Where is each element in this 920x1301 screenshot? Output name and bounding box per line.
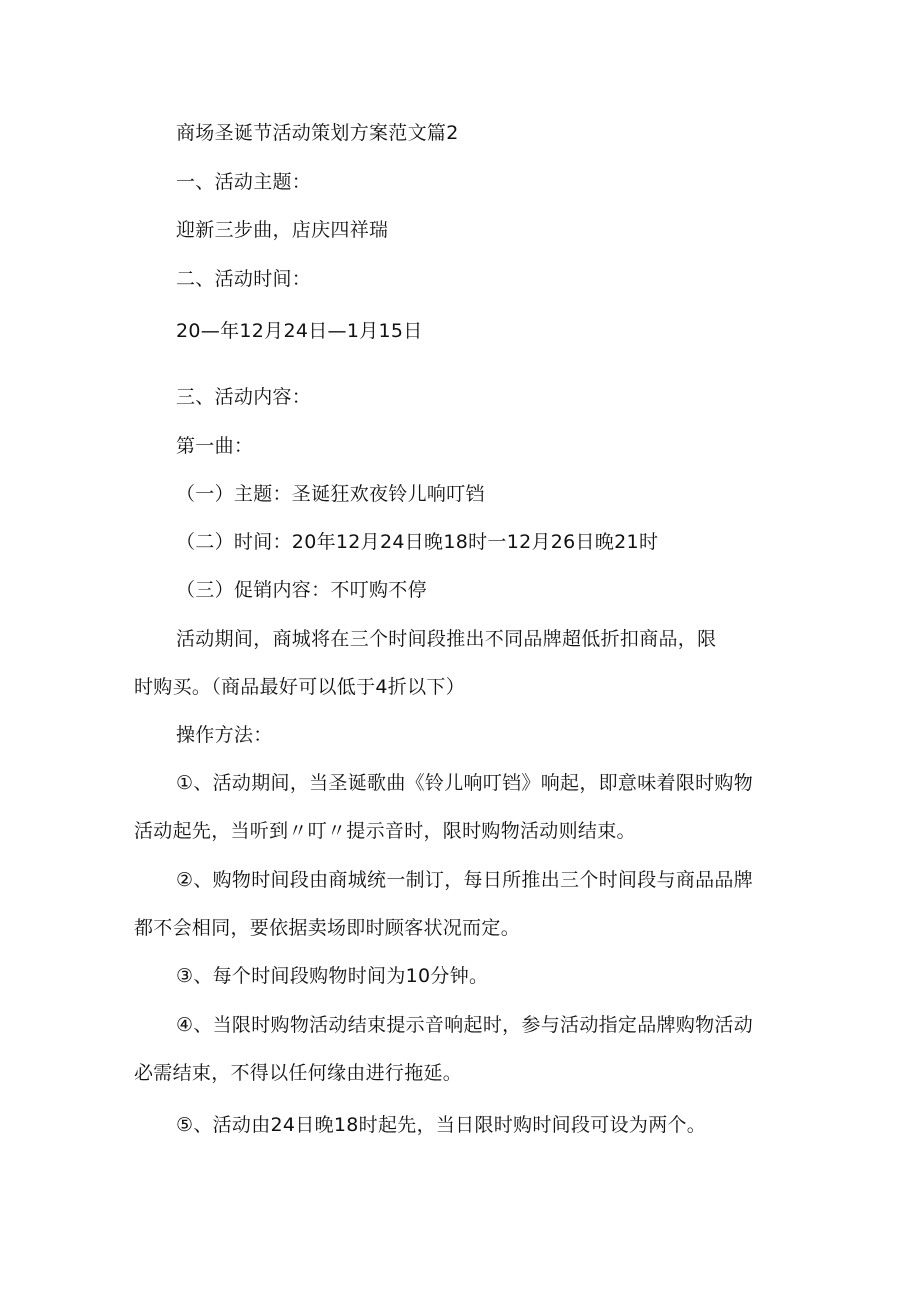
step-line: 活动起先，当听到〃叮〃提示音时，限时购物活动则结束。 <box>134 820 636 842</box>
part-label-first: 第一曲： <box>176 435 254 457</box>
section-heading-theme: 一、活动主题： <box>176 171 312 193</box>
list-item-theme: （一）主题：圣诞狂欢夜铃儿响叮铛 <box>176 483 485 505</box>
step-line: ⑤、活动由24日晚18时起先，当日限时购时间段可设为两个。 <box>176 1114 707 1136</box>
step-line: ②、购物时间段由商城统一制订，每日所推出三个时间段与商品品牌 <box>176 869 754 891</box>
section-text-time: 20—年12月24日—1月15日 <box>176 320 423 342</box>
step-line: ①、活动期间，当圣诞歌曲《铃儿响叮铛》响起，即意味着限时购物 <box>176 772 754 794</box>
method-heading: 操作方法： <box>176 724 273 746</box>
step-line: 都不会相同，要依据卖场即时顾客状况而定。 <box>134 917 521 939</box>
step-line: 必需结束，不得以任何缘由进行拖延。 <box>134 1062 463 1084</box>
section-heading-content: 三、活动内容： <box>176 386 312 408</box>
step-line: ④、当限时购物活动结束提示音响起时，参与活动指定品牌购物活动 <box>176 1014 754 1036</box>
paragraph-line: 活动期间，商城将在三个时间段推出不同品牌超低折扣商品，限 <box>176 628 717 650</box>
step-line: ③、每个时间段购物时间为10分钟。 <box>176 965 489 987</box>
document-title: 商场圣诞节活动策划方案范文篇2 <box>176 122 459 144</box>
list-item-time: （二）时间：20年12月24日晚18时一12月26日晚21时 <box>176 531 659 553</box>
list-item-promotion: （三）促销内容：不叮购不停 <box>176 579 427 601</box>
paragraph-line: 时购买。（商品最好可以低于4折以下） <box>134 676 465 698</box>
section-heading-time: 二、活动时间： <box>176 268 312 290</box>
section-text-theme: 迎新三步曲，店庆四祥瑞 <box>176 219 389 241</box>
